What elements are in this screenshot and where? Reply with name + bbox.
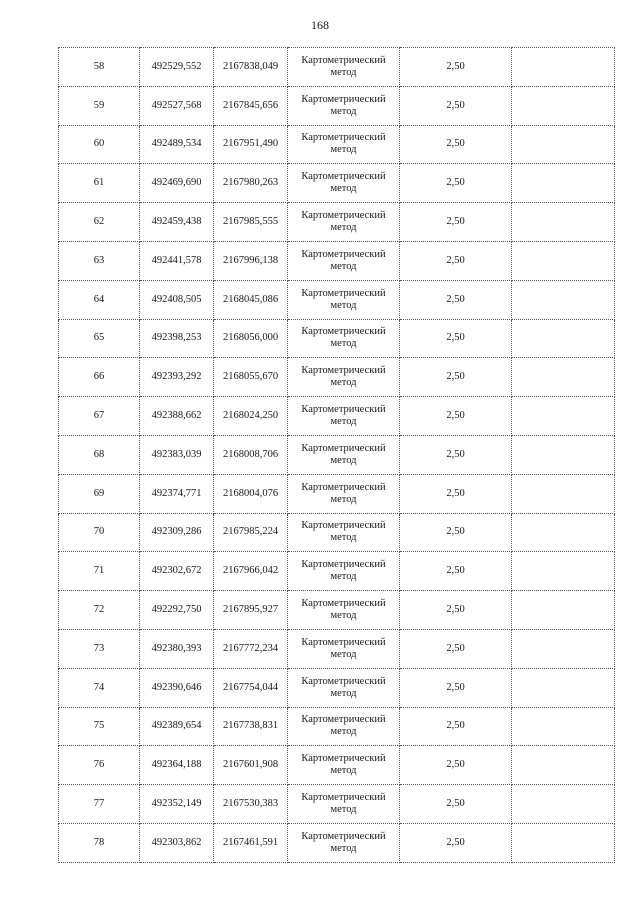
point-number-cell: 69: [59, 474, 140, 513]
precision-cell: 2,50: [400, 125, 512, 164]
point-number-cell: 64: [59, 280, 140, 319]
point-number-cell: 65: [59, 319, 140, 358]
method-cell: [288, 203, 400, 242]
point-number-cell: 60: [59, 125, 140, 164]
method-line-1: Картометрический: [301, 753, 386, 765]
method-line-2: метод: [330, 610, 357, 622]
point-number-cell: 74: [59, 668, 140, 707]
method-line-2: метод: [330, 648, 357, 660]
table-row: [59, 125, 615, 164]
note-cell: [512, 668, 615, 707]
x-coordinate-cell: 492408,505: [140, 280, 214, 319]
note-cell: [512, 591, 615, 630]
method-line-2: метод: [330, 532, 357, 544]
precision-cell: 2,50: [400, 591, 512, 630]
method-line-1: Картометрический: [301, 830, 386, 842]
point-number-cell: 70: [59, 513, 140, 552]
method-cell: [288, 823, 400, 862]
precision-cell: 2,50: [400, 668, 512, 707]
method-cell: [288, 280, 400, 319]
method-cell: [288, 629, 400, 668]
method-cell: [288, 591, 400, 630]
y-coordinate-cell: 2167845,656: [214, 86, 288, 125]
y-coordinate-cell: 2167754,044: [214, 668, 288, 707]
x-coordinate-cell: 492374,771: [140, 474, 214, 513]
method-line-2: метод: [330, 299, 357, 311]
y-coordinate-cell: 2167996,138: [214, 241, 288, 280]
note-cell: [512, 513, 615, 552]
method-line-1: Картометрический: [301, 792, 386, 804]
note-cell: [512, 823, 615, 862]
method-line-1: Картометрический: [301, 132, 386, 144]
y-coordinate-cell: 2167966,042: [214, 552, 288, 591]
precision-cell: 2,50: [400, 823, 512, 862]
point-number-cell: 61: [59, 164, 140, 203]
point-number-cell: 68: [59, 435, 140, 474]
note-cell: [512, 474, 615, 513]
y-coordinate-cell: 2167980,263: [214, 164, 288, 203]
y-coordinate-cell: 2168008,706: [214, 435, 288, 474]
x-coordinate-cell: 492383,039: [140, 435, 214, 474]
note-cell: [512, 241, 615, 280]
table-row: [59, 48, 615, 87]
x-coordinate-cell: 492352,149: [140, 785, 214, 824]
table-row: [59, 397, 615, 436]
point-number-cell: 73: [59, 629, 140, 668]
table-row: [59, 241, 615, 280]
method-line-1: Картометрический: [301, 54, 386, 66]
precision-cell: 2,50: [400, 203, 512, 242]
table-row: [59, 707, 615, 746]
table-row: [59, 86, 615, 125]
table-row: [59, 164, 615, 203]
table-row: [59, 513, 615, 552]
point-number-cell: 76: [59, 746, 140, 785]
table-body: [59, 48, 615, 863]
method-line-1: Картометрический: [301, 326, 386, 338]
x-coordinate-cell: 492393,292: [140, 358, 214, 397]
method-cell: [288, 86, 400, 125]
method-line-2: метод: [330, 454, 357, 466]
note-cell: [512, 746, 615, 785]
x-coordinate-cell: 492489,534: [140, 125, 214, 164]
method-cell: [288, 48, 400, 87]
method-line-2: метод: [330, 222, 357, 234]
method-cell: [288, 668, 400, 707]
method-line-1: Картометрический: [301, 636, 386, 648]
note-cell: [512, 280, 615, 319]
y-coordinate-cell: 2168056,000: [214, 319, 288, 358]
method-line-1: Картометрический: [301, 93, 386, 105]
x-coordinate-cell: 492529,552: [140, 48, 214, 87]
point-number-cell: 66: [59, 358, 140, 397]
table-row: [59, 629, 615, 668]
x-coordinate-cell: 492303,862: [140, 823, 214, 862]
table-row: [59, 668, 615, 707]
y-coordinate-cell: 2167895,927: [214, 591, 288, 630]
method-line-1: Картометрический: [301, 675, 386, 687]
y-coordinate-cell: 2167530,383: [214, 785, 288, 824]
x-coordinate-cell: 492309,286: [140, 513, 214, 552]
table-row: [59, 203, 615, 242]
method-cell: [288, 746, 400, 785]
note-cell: [512, 707, 615, 746]
method-line-2: метод: [330, 105, 357, 117]
point-number-cell: 62: [59, 203, 140, 242]
precision-cell: 2,50: [400, 241, 512, 280]
method-cell: [288, 358, 400, 397]
note-cell: [512, 552, 615, 591]
y-coordinate-cell: 2167838,049: [214, 48, 288, 87]
point-number-cell: 72: [59, 591, 140, 630]
method-line-1: Картометрический: [301, 714, 386, 726]
method-line-2: метод: [330, 493, 357, 505]
x-coordinate-cell: 492292,750: [140, 591, 214, 630]
precision-cell: 2,50: [400, 164, 512, 203]
y-coordinate-cell: 2167772,234: [214, 629, 288, 668]
y-coordinate-cell: 2168055,670: [214, 358, 288, 397]
precision-cell: 2,50: [400, 513, 512, 552]
method-cell: [288, 474, 400, 513]
method-line-2: метод: [330, 804, 357, 816]
method-cell: [288, 785, 400, 824]
point-number-cell: 71: [59, 552, 140, 591]
method-line-2: метод: [330, 377, 357, 389]
method-cell: [288, 164, 400, 203]
y-coordinate-cell: 2168004,076: [214, 474, 288, 513]
method-line-2: метод: [330, 416, 357, 428]
x-coordinate-cell: 492469,690: [140, 164, 214, 203]
y-coordinate-cell: 2168045,086: [214, 280, 288, 319]
table-row: [59, 435, 615, 474]
note-cell: [512, 785, 615, 824]
note-cell: [512, 164, 615, 203]
method-line-2: метод: [330, 765, 357, 777]
note-cell: [512, 358, 615, 397]
precision-cell: 2,50: [400, 280, 512, 319]
method-line-1: Картометрический: [301, 598, 386, 610]
point-number-cell: 78: [59, 823, 140, 862]
table-row: [59, 358, 615, 397]
x-coordinate-cell: 492527,568: [140, 86, 214, 125]
x-coordinate-cell: 492388,662: [140, 397, 214, 436]
method-line-1: Картометрический: [301, 210, 386, 222]
method-line-2: метод: [330, 338, 357, 350]
method-line-1: Картометрический: [301, 404, 386, 416]
note-cell: [512, 48, 615, 87]
note-cell: [512, 86, 615, 125]
method-cell: [288, 435, 400, 474]
table-row: [59, 785, 615, 824]
x-coordinate-cell: 492441,578: [140, 241, 214, 280]
precision-cell: 2,50: [400, 707, 512, 746]
table-row: [59, 319, 615, 358]
note-cell: [512, 435, 615, 474]
point-number-cell: 63: [59, 241, 140, 280]
note-cell: [512, 397, 615, 436]
table-row: [59, 474, 615, 513]
x-coordinate-cell: 492459,438: [140, 203, 214, 242]
precision-cell: 2,50: [400, 552, 512, 591]
method-line-2: метод: [330, 726, 357, 738]
method-line-2: метод: [330, 842, 357, 854]
method-line-1: Картометрический: [301, 559, 386, 571]
table-row: [59, 280, 615, 319]
method-line-1: Картометрический: [301, 520, 386, 532]
point-number-cell: 75: [59, 707, 140, 746]
method-line-1: Картометрический: [301, 442, 386, 454]
table-row: [59, 552, 615, 591]
note-cell: [512, 203, 615, 242]
precision-cell: 2,50: [400, 785, 512, 824]
method-cell: [288, 319, 400, 358]
precision-cell: 2,50: [400, 358, 512, 397]
method-cell: [288, 513, 400, 552]
x-coordinate-cell: 492390,646: [140, 668, 214, 707]
point-number-cell: 67: [59, 397, 140, 436]
precision-cell: 2,50: [400, 746, 512, 785]
point-number-cell: 77: [59, 785, 140, 824]
method-line-1: Картометрический: [301, 171, 386, 183]
method-line-2: метод: [330, 183, 357, 195]
method-cell: [288, 241, 400, 280]
y-coordinate-cell: 2167601,908: [214, 746, 288, 785]
y-coordinate-cell: 2168024,250: [214, 397, 288, 436]
x-coordinate-cell: 492364,188: [140, 746, 214, 785]
y-coordinate-cell: 2167985,555: [214, 203, 288, 242]
note-cell: [512, 629, 615, 668]
x-coordinate-cell: 492302,672: [140, 552, 214, 591]
x-coordinate-cell: 492398,253: [140, 319, 214, 358]
precision-cell: 2,50: [400, 48, 512, 87]
method-line-1: Картометрический: [301, 365, 386, 377]
y-coordinate-cell: 2167461,591: [214, 823, 288, 862]
method-line-2: метод: [330, 144, 357, 156]
coordinates-table: [58, 47, 615, 863]
y-coordinate-cell: 2167738,831: [214, 707, 288, 746]
method-line-2: метод: [330, 571, 357, 583]
method-line-2: метод: [330, 260, 357, 272]
table-row: [59, 823, 615, 862]
table-row: [59, 591, 615, 630]
y-coordinate-cell: 2167985,224: [214, 513, 288, 552]
method-cell: [288, 397, 400, 436]
point-number-cell: 58: [59, 48, 140, 87]
page-number: 168: [311, 18, 329, 32]
method-line-1: Картометрический: [301, 248, 386, 260]
method-cell: [288, 707, 400, 746]
table-row: [59, 746, 615, 785]
method-line-1: Картометрический: [301, 481, 386, 493]
precision-cell: 2,50: [400, 86, 512, 125]
note-cell: [512, 319, 615, 358]
y-coordinate-cell: 2167951,490: [214, 125, 288, 164]
precision-cell: 2,50: [400, 435, 512, 474]
method-cell: [288, 125, 400, 164]
precision-cell: 2,50: [400, 629, 512, 668]
precision-cell: 2,50: [400, 319, 512, 358]
note-cell: [512, 125, 615, 164]
method-cell: [288, 552, 400, 591]
point-number-cell: 59: [59, 86, 140, 125]
method-line-2: метод: [330, 687, 357, 699]
precision-cell: 2,50: [400, 397, 512, 436]
method-line-2: метод: [330, 66, 357, 78]
x-coordinate-cell: 492389,654: [140, 707, 214, 746]
precision-cell: 2,50: [400, 474, 512, 513]
x-coordinate-cell: 492380,393: [140, 629, 214, 668]
method-line-1: Картометрический: [301, 287, 386, 299]
